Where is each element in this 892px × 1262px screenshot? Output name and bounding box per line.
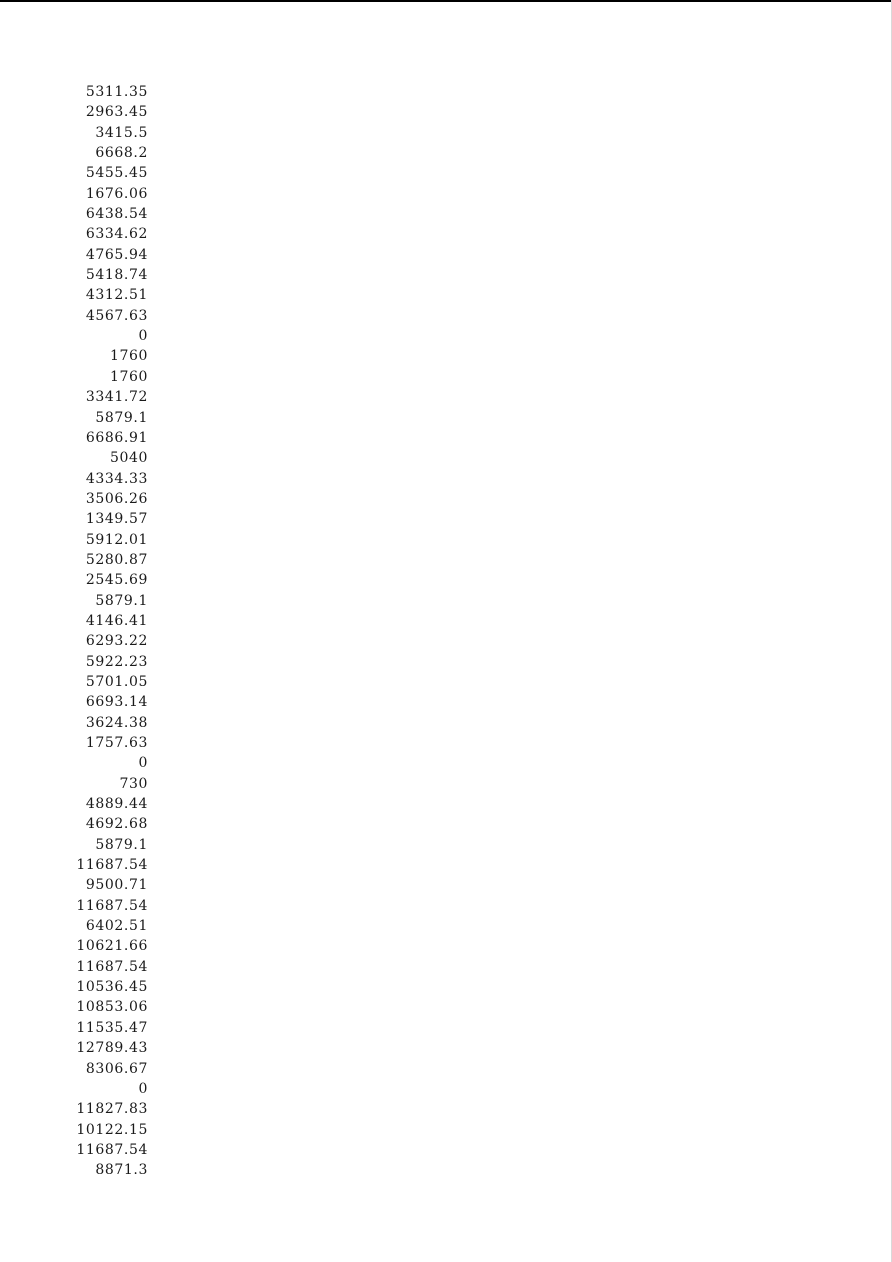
value-cell: 11687.54	[76, 958, 148, 975]
value-cell: 5455.45	[85, 165, 148, 182]
value-cell: 6334.62	[85, 226, 148, 243]
value-cell: 6668.2	[95, 145, 148, 162]
value-cell: 3415.5	[95, 124, 148, 141]
value-cell: 4567.63	[85, 307, 148, 324]
value-cell: 11827.83	[76, 1101, 148, 1118]
value-cell: 6293.22	[85, 633, 148, 650]
value-cell: 8871.3	[95, 1162, 148, 1179]
value-cell: 5879.1	[95, 409, 148, 426]
top-border-line	[0, 0, 892, 2]
value-cell: 2545.69	[85, 572, 148, 589]
value-cell: 10536.45	[76, 979, 148, 996]
value-cell: 5311.35	[85, 84, 148, 100]
value-cell: 2963.45	[85, 104, 148, 121]
value-cell: 1757.63	[85, 735, 148, 751]
value-cell: 5879.1	[95, 836, 148, 853]
value-cell: 3341.72	[85, 389, 148, 406]
value-cell: 10122.15	[76, 1121, 148, 1138]
value-cell: 10853.06	[76, 999, 148, 1016]
value-cell: 0	[138, 328, 148, 345]
value-cell: 6402.51	[85, 918, 148, 935]
value-cell: 4765.94	[85, 246, 148, 263]
value-cell: 1760	[109, 348, 148, 365]
values-column	[60, 82, 148, 1181]
value-cell: 4692.68	[85, 816, 148, 833]
value-cell: 11535.47	[76, 1019, 148, 1036]
value-cell: 8306.67	[85, 1060, 148, 1077]
value-cell: 11687.54	[76, 1141, 148, 1158]
value-cell: 4312.51	[85, 287, 148, 304]
value-cell: 5879.1	[95, 592, 148, 609]
value-cell: 11687.54	[76, 857, 148, 874]
value-cell: 10621.66	[76, 938, 148, 955]
value-cell: 5418.74	[85, 267, 148, 284]
value-cell: 1349.57	[85, 511, 148, 528]
value-cell: 12789.43	[76, 1040, 148, 1057]
value-cell: 5280.87	[85, 551, 148, 568]
value-cell: 5701.05	[85, 673, 148, 690]
value-cell: 0	[138, 755, 148, 772]
value-cell: 1676.06	[85, 185, 148, 202]
value-cell: 0	[138, 1080, 148, 1097]
value-cell: 6686.91	[85, 429, 148, 446]
value-cell: 9500.71	[85, 877, 148, 894]
value-cell: 4334.33	[85, 470, 148, 487]
value-cell: 5912.01	[85, 531, 148, 548]
value-cell: 1760	[109, 368, 148, 385]
value-cell: 3506.26	[85, 490, 148, 507]
value-cell: 11687.54	[76, 897, 148, 914]
value-cell: 3624.38	[85, 714, 148, 731]
value-cell: 5922.23	[85, 653, 148, 670]
value-cell: 4146.41	[85, 612, 148, 629]
value-cell: 6438.54	[85, 206, 148, 223]
value-cell: 730	[119, 775, 148, 792]
value-cell: 5040	[109, 450, 148, 467]
value-cell: 6693.14	[85, 694, 148, 711]
value-cell: 4889.44	[85, 796, 148, 813]
